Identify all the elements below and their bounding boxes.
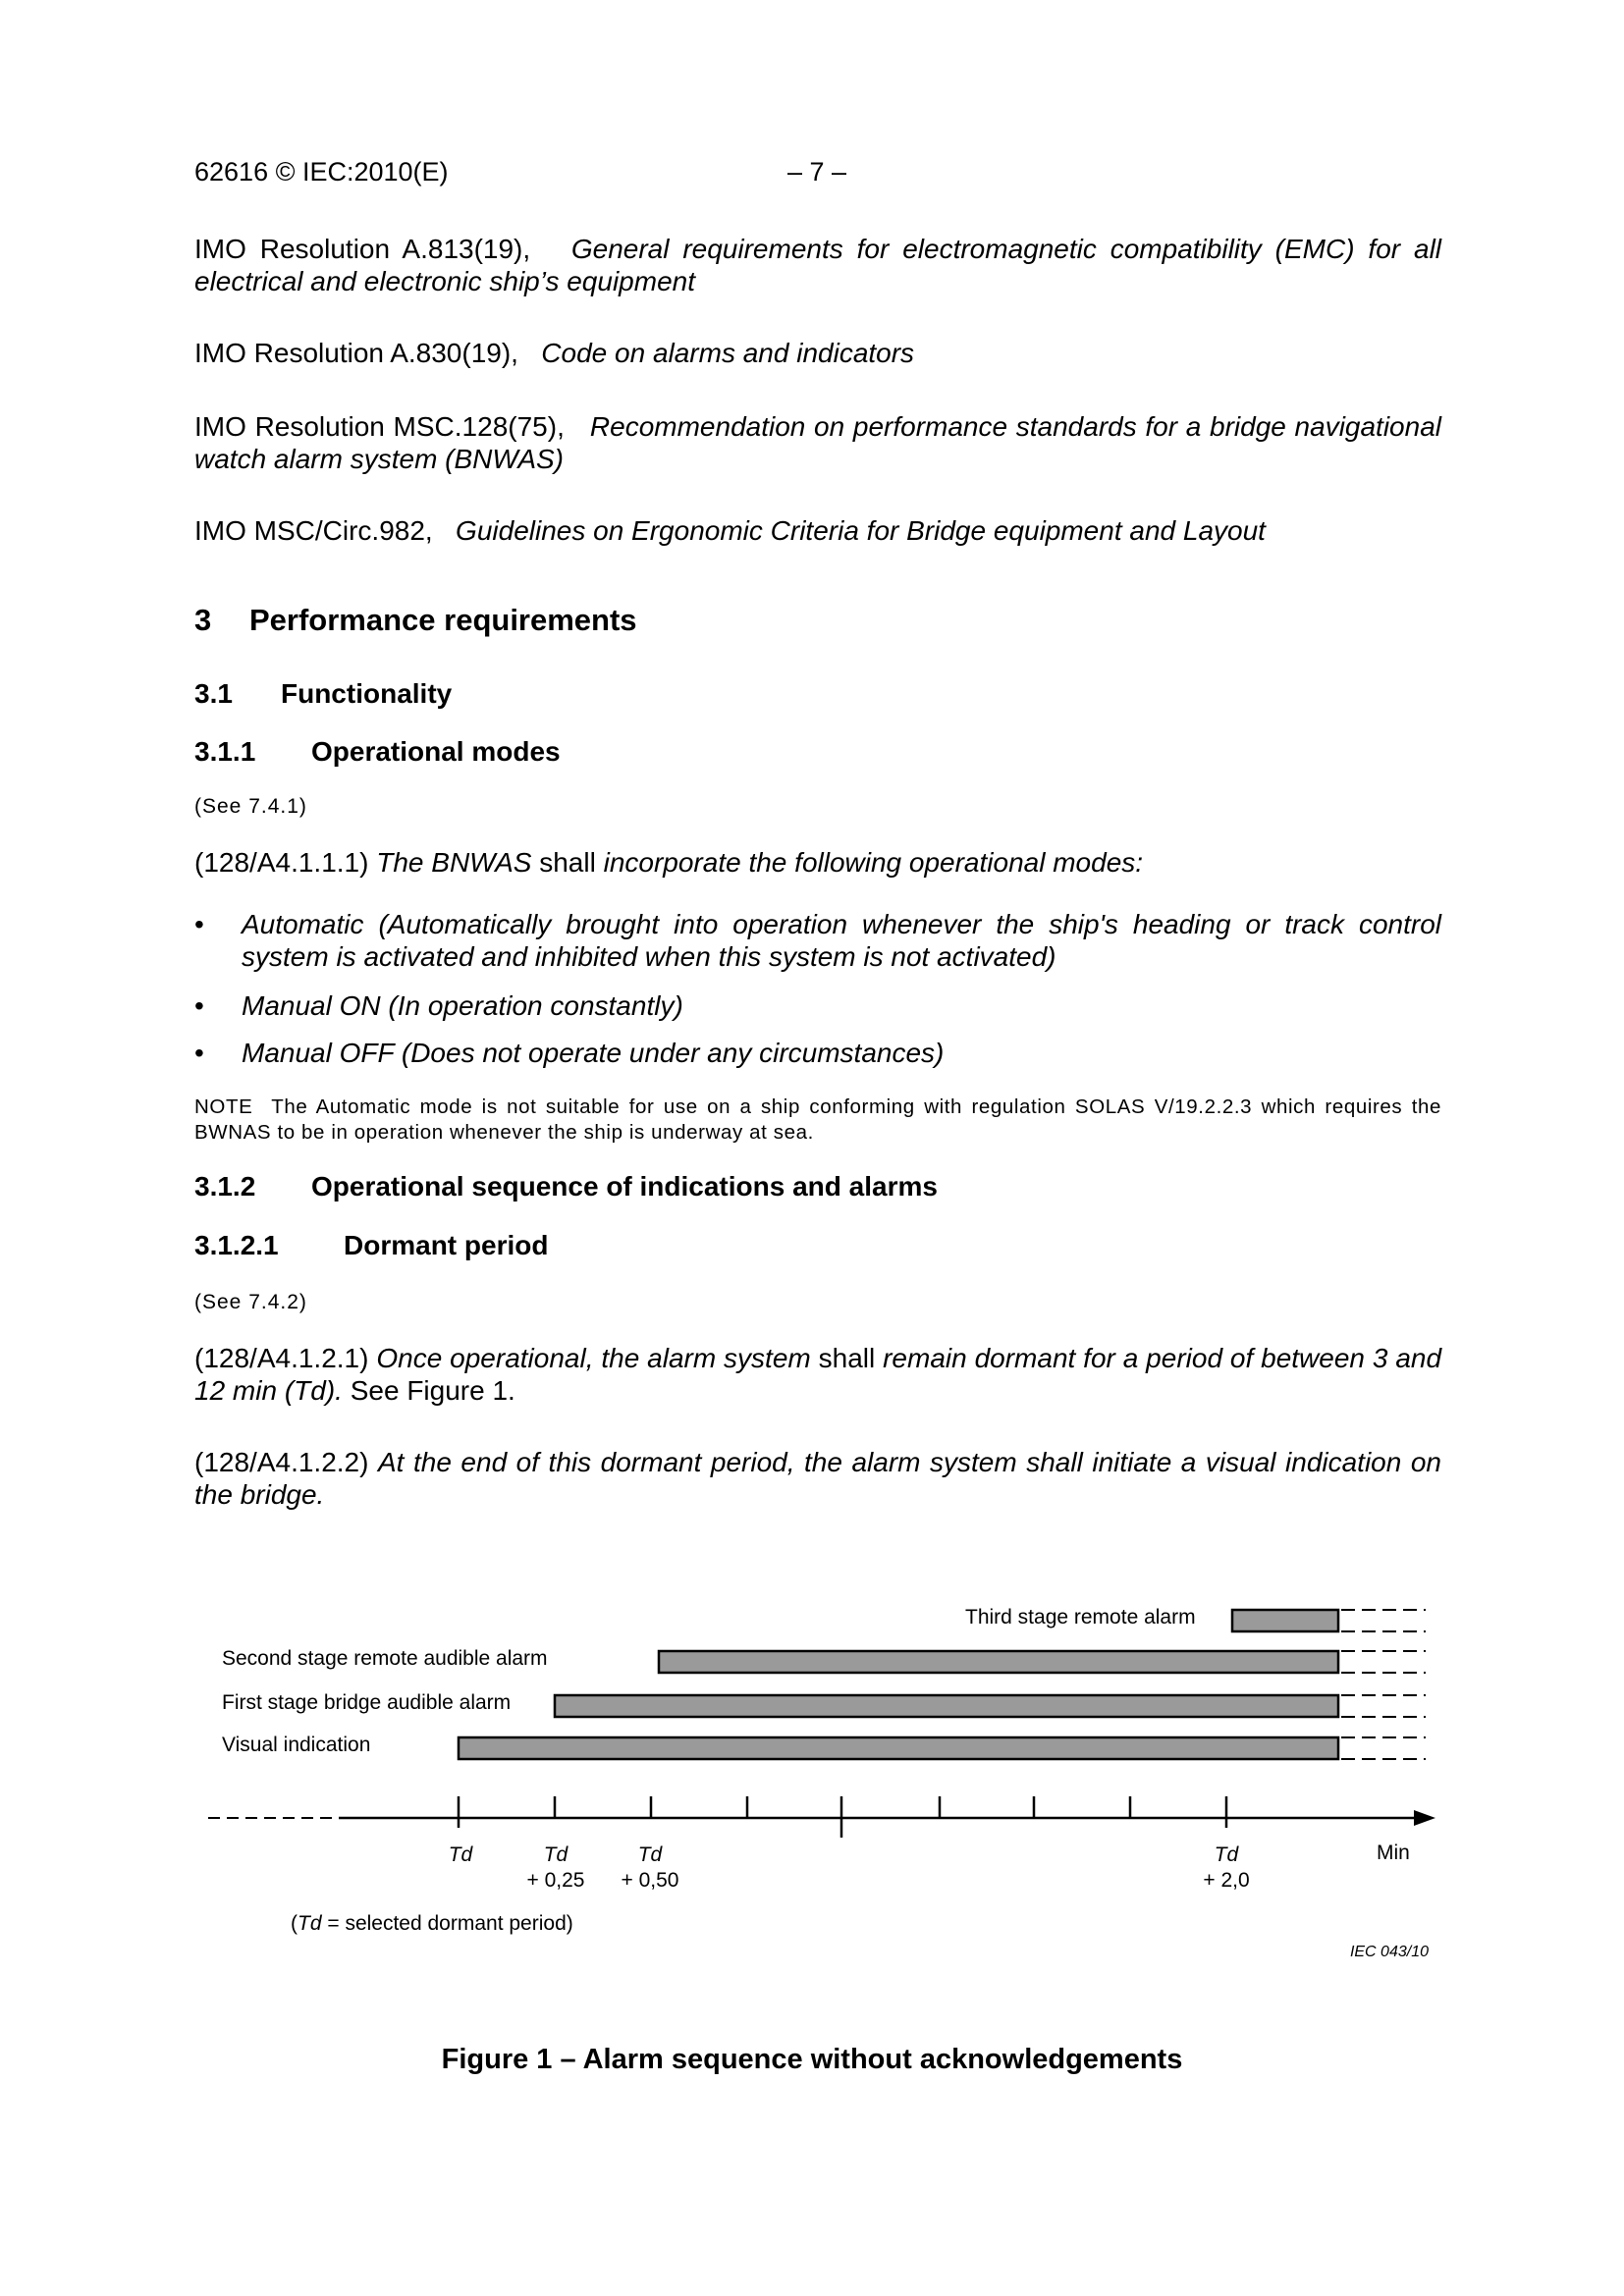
tick-label-td: Td (448, 1843, 473, 1866)
paragraph-dormant-period-1: (128/A4.1.2.1) Once operational, the alarm system shall remain dormant for a period of between 3 and 12 min (Td). See Figure 1. (194, 1343, 1442, 1406)
reference-title: Guidelines on Ergonomic Criteria for Bridge equipment and Layout (456, 515, 1266, 546)
reference-code: IMO Resolution MSC.128(75), (194, 411, 565, 442)
heading-section-3-1-2: 3.1.2 Operational sequence of indications and alarms (194, 1171, 938, 1201)
reference-code: IMO Resolution A.813(19), (194, 234, 531, 264)
see-reference-742: (See 7.4.2) (194, 1291, 307, 1313)
heading-section-3-1-1: 3.1.1 Operational modes (194, 736, 561, 767)
tick-label-td-20-offset: + 2,0 (1203, 1869, 1250, 1892)
axis-unit-label: Min (1377, 1842, 1410, 1864)
paragraph-dormant-period-2: (128/A4.1.2.2) At the end of this dormant period, the alarm system shall initiate a visual indication on the bridge. (194, 1447, 1442, 1510)
note-text: The Automatic mode is not suitable for use on a ship conforming with regulation SOLAS V/19.2.2.3 which requires the BWNAS to be in operation whenever the ship is underway at sea. (194, 1095, 1442, 1144)
paragraph-operational-modes: (128/A4.1.1.1) The BNWAS shall incorporate the following operational modes: (194, 847, 1144, 878)
heading-section-3-1-2-1: 3.1.2.1 Dormant period (194, 1230, 549, 1260)
page-number: – 7 – (787, 157, 847, 187)
bullet-text: Automatic (Automatically brought into operation whenever the ship's heading or track control system is activated and inhibited when this system is not activated) (242, 909, 1441, 972)
bar-visual-indication (459, 1737, 1338, 1759)
reference-code: IMO Resolution A.830(19), (194, 338, 518, 368)
label-visual-indication: Visual indication (222, 1734, 371, 1756)
tick-label-td-025: Td (543, 1843, 568, 1866)
label-third-stage: Third stage remote alarm (965, 1606, 1196, 1629)
bullet-text: Manual ON (In operation constantly) (242, 990, 683, 1021)
bullet-mark: • (194, 990, 204, 1021)
tick-label-td-050-offset: + 0,50 (621, 1869, 679, 1892)
reference-title: General requirements for electromagnetic compatibility (EMC) for all electrical and electronic ship’s equipment (194, 234, 1442, 296)
figure-caption: Figure 1 – Alarm sequence without acknowledgements (441, 2044, 1183, 2075)
bar-first-stage (555, 1695, 1338, 1717)
bullet-text: Manual OFF (Does not operate under any circumstances) (242, 1038, 945, 1068)
reference-title: Code on alarms and indicators (541, 338, 915, 368)
time-axis-arrowhead (1414, 1810, 1435, 1826)
bar-second-stage (659, 1651, 1338, 1673)
note-label: NOTE (194, 1095, 253, 1118)
see-reference-741: (See 7.4.1) (194, 795, 307, 818)
bullet-mark: • (194, 1038, 204, 1068)
bullet-mark: • (194, 909, 204, 939)
heading-section-3: 3 Performance requirements (194, 603, 637, 637)
bar-continuations (1341, 1610, 1426, 1759)
reference-code: IMO MSC/Circ.982, (194, 515, 433, 546)
tick-label-td-20: Td (1214, 1843, 1239, 1866)
tick-label-td-050: Td (637, 1843, 663, 1866)
tick-label-td-025-offset: + 0,25 (526, 1869, 585, 1892)
iec-reference: IEC 043/10 (1349, 1944, 1429, 1960)
bar-third-stage (1232, 1610, 1338, 1631)
figure-legend: (Td = selected dormant period) (291, 1912, 573, 1935)
page-header-id: 62616 © IEC:2010(E) (194, 157, 449, 187)
label-first-stage: First stage bridge audible alarm (222, 1691, 512, 1714)
heading-section-3-1: 3.1 Functionality (194, 678, 453, 709)
label-second-stage: Second stage remote audible alarm (222, 1647, 548, 1670)
reference-title: Recommendation on performance standards for a bridge navigational watch alarm system (BNWAS) (194, 411, 1441, 474)
